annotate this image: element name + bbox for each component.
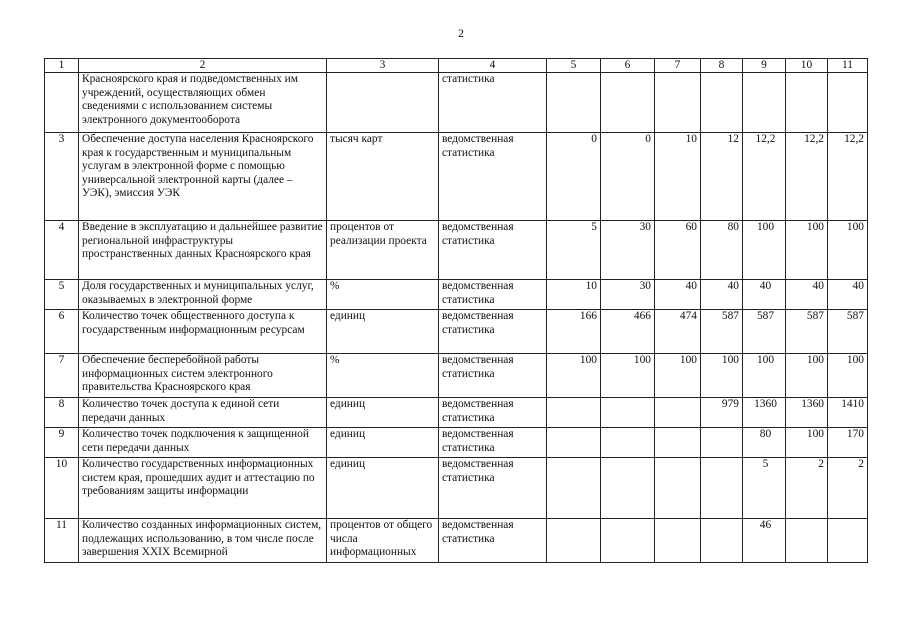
source-cell: ведомственная статистика (439, 221, 547, 280)
row-number: 7 (45, 354, 79, 398)
value-cell (601, 519, 655, 563)
unit-cell: процентов от общего числа информационных (327, 519, 439, 563)
value-cell: 100 (547, 354, 601, 398)
value-cell (701, 428, 743, 458)
value-cell: 100 (601, 354, 655, 398)
row-number: 4 (45, 221, 79, 280)
value-cell: 60 (655, 221, 701, 280)
value-cell: 30 (601, 280, 655, 310)
row-number: 10 (45, 458, 79, 519)
value-cell: 100 (828, 354, 868, 398)
table-row (45, 428, 868, 458)
column-header: 7 (655, 59, 701, 73)
value-cell (786, 519, 828, 563)
column-header: 5 (547, 59, 601, 73)
value-cell: 100 (655, 354, 701, 398)
row-number: 6 (45, 310, 79, 354)
indicator-name: Количество государственных информационных систем края, прошедших аудит и аттестацию по требованиям защиты информации (79, 458, 327, 519)
value-cell: 2 (828, 458, 868, 519)
unit-cell: тысяч карт (327, 133, 439, 221)
value-cell: 100 (828, 221, 868, 280)
value-cell: 1360 (786, 398, 828, 428)
value-cell: 40 (828, 280, 868, 310)
value-cell: 587 (828, 310, 868, 354)
value-cell: 46 (743, 519, 786, 563)
value-cell: 587 (743, 310, 786, 354)
value-cell: 100 (701, 354, 743, 398)
value-cell: 100 (786, 221, 828, 280)
source-cell: ведомственная статистика (439, 310, 547, 354)
value-cell: 10 (547, 280, 601, 310)
value-cell (655, 458, 701, 519)
value-cell (547, 458, 601, 519)
source-cell: ведомственная статистика (439, 428, 547, 458)
source-cell: ведомственная статистика (439, 133, 547, 221)
column-header: 2 (79, 59, 327, 73)
value-cell (547, 519, 601, 563)
indicator-name: Обеспечение бесперебойной работы информационных систем электронного правительства Красноярского края (79, 354, 327, 398)
unit-cell: % (327, 354, 439, 398)
indicator-name: Красноярского края и подведомственных им учреждений, осуществляющих обмен сведениями с использованием системы электронного документооборота (79, 73, 327, 133)
unit-cell: единиц (327, 398, 439, 428)
value-cell (601, 428, 655, 458)
value-cell: 466 (601, 310, 655, 354)
table-row (45, 398, 868, 428)
value-cell (601, 458, 655, 519)
value-cell (701, 73, 743, 133)
value-cell (655, 428, 701, 458)
header-row (45, 59, 868, 73)
column-header: 6 (601, 59, 655, 73)
unit-cell: единиц (327, 428, 439, 458)
value-cell: 12,2 (743, 133, 786, 221)
value-cell: 474 (655, 310, 701, 354)
unit-cell: процентов от реализации проекта (327, 221, 439, 280)
table-row (45, 221, 868, 280)
value-cell (547, 398, 601, 428)
value-cell (547, 73, 601, 133)
value-cell: 0 (547, 133, 601, 221)
unit-cell: единиц (327, 310, 439, 354)
row-number: 11 (45, 519, 79, 563)
table-row (45, 133, 868, 221)
value-cell (601, 398, 655, 428)
source-cell: ведомственная статистика (439, 519, 547, 563)
row-number: 9 (45, 428, 79, 458)
indicators-table (44, 58, 868, 563)
column-header: 11 (828, 59, 868, 73)
value-cell: 1410 (828, 398, 868, 428)
indicator-name: Количество созданных информационных систем, подлежащих использованию, в том числе после завершения XXIX Всемирной (79, 519, 327, 563)
value-cell (547, 428, 601, 458)
column-header: 4 (439, 59, 547, 73)
table-row (45, 458, 868, 519)
page-number: 2 (458, 26, 464, 40)
source-cell: ведомственная статистика (439, 458, 547, 519)
row-number: 3 (45, 133, 79, 221)
value-cell: 5 (547, 221, 601, 280)
row-number: 8 (45, 398, 79, 428)
value-cell: 587 (786, 310, 828, 354)
value-cell (655, 519, 701, 563)
value-cell: 12,2 (828, 133, 868, 221)
value-cell (786, 73, 828, 133)
indicator-name: Обеспечение доступа населения Красноярского края к государственным и муниципальным услугам в электронной форме с помощью универсальной электронной карты (далее – УЭК), эмиссия УЭК (79, 133, 327, 221)
value-cell: 80 (743, 428, 786, 458)
value-cell (655, 398, 701, 428)
value-cell: 170 (828, 428, 868, 458)
value-cell (655, 73, 701, 133)
value-cell: 100 (786, 354, 828, 398)
source-cell: ведомственная статистика (439, 280, 547, 310)
value-cell: 40 (786, 280, 828, 310)
value-cell (601, 73, 655, 133)
source-cell: статистика (439, 73, 547, 133)
value-cell (828, 73, 868, 133)
value-cell: 587 (701, 310, 743, 354)
unit-cell: % (327, 280, 439, 310)
indicator-name: Количество точек подключения к защищенной сети передачи данных (79, 428, 327, 458)
table-row (45, 73, 868, 133)
value-cell: 12 (701, 133, 743, 221)
row-number: 5 (45, 280, 79, 310)
indicator-name: Количество точек общественного доступа к государственным информационным ресурсам (79, 310, 327, 354)
table-row (45, 310, 868, 354)
column-header: 1 (45, 59, 79, 73)
value-cell: 40 (701, 280, 743, 310)
value-cell: 100 (786, 428, 828, 458)
indicator-name: Введение в эксплуатацию и дальнейшее развитие региональной инфраструктуры пространственных данных Красноярского края (79, 221, 327, 280)
unit-cell: единиц (327, 458, 439, 519)
value-cell: 80 (701, 221, 743, 280)
value-cell: 40 (655, 280, 701, 310)
column-header: 8 (701, 59, 743, 73)
table-row (45, 280, 868, 310)
value-cell: 10 (655, 133, 701, 221)
column-header: 3 (327, 59, 439, 73)
source-cell: ведомственная статистика (439, 354, 547, 398)
unit-cell (327, 73, 439, 133)
value-cell (701, 458, 743, 519)
indicator-name: Количество точек доступа к единой сети передачи данных (79, 398, 327, 428)
column-header: 10 (786, 59, 828, 73)
column-header: 9 (743, 59, 786, 73)
value-cell: 979 (701, 398, 743, 428)
value-cell: 100 (743, 354, 786, 398)
value-cell: 0 (601, 133, 655, 221)
value-cell: 1360 (743, 398, 786, 428)
value-cell: 100 (743, 221, 786, 280)
value-cell: 40 (743, 280, 786, 310)
table-row (45, 354, 868, 398)
value-cell: 5 (743, 458, 786, 519)
value-cell: 166 (547, 310, 601, 354)
value-cell: 2 (786, 458, 828, 519)
indicator-name: Доля государственных и муниципальных услуг, оказываемых в электронной форме (79, 280, 327, 310)
value-cell (743, 73, 786, 133)
value-cell: 12,2 (786, 133, 828, 221)
table-row (45, 519, 868, 563)
source-cell: ведомственная статистика (439, 398, 547, 428)
value-cell (828, 519, 868, 563)
value-cell (701, 519, 743, 563)
value-cell: 30 (601, 221, 655, 280)
row-number (45, 73, 79, 133)
